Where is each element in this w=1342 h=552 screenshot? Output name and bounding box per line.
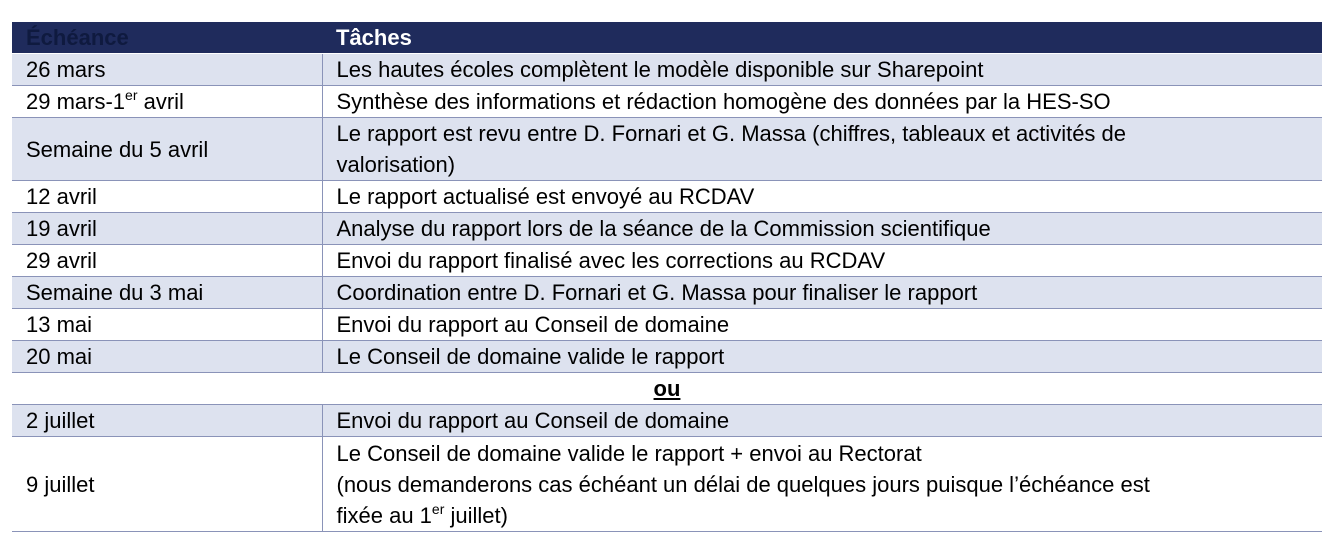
task-cell: Analyse du rapport lors de la séance de la Commission scientifique — [322, 213, 1322, 245]
header-task: Tâches — [322, 22, 1322, 54]
date-cell: 9 juillet — [12, 437, 322, 532]
date-cell: 13 mai — [12, 309, 322, 341]
date-cell: 20 mai — [12, 341, 322, 373]
separator-label: ou — [12, 373, 1322, 405]
header-date: Échéance — [12, 22, 322, 54]
task-cell — [322, 437, 1322, 532]
task-cell: Les hautes écoles complètent le modèle disponible sur Sharepoint — [322, 54, 1322, 86]
table-header-row — [12, 22, 1322, 54]
date-cell: 12 avril — [12, 181, 322, 213]
date-cell: Semaine du 3 mai — [12, 277, 322, 309]
task-line: (nous demanderons cas échéant un délai de quelques jours puisque l’échéance est — [336, 471, 1150, 497]
date-text: 29 mars-1 — [26, 89, 126, 114]
table-row — [12, 405, 1322, 437]
date-cell: 19 avril — [12, 213, 322, 245]
task-line: Le rapport est revu entre D. Fornari et G. Massa (chiffres, tableaux et activités de — [336, 121, 1127, 146]
schedule-table — [12, 22, 1322, 532]
table-row — [12, 118, 1322, 181]
task-cell: Envoi du rapport au Conseil de domaine — [322, 309, 1322, 341]
date-cell: Semaine du 5 avril — [12, 118, 322, 181]
task-text-suffix: juillet) — [444, 502, 508, 528]
task-cell: Le rapport actualisé est envoyé au RCDAV — [322, 181, 1322, 213]
separator-row — [12, 373, 1322, 405]
task-cell: Le Conseil de domaine valide le rapport — [322, 341, 1322, 373]
table-row — [12, 309, 1322, 341]
task-line: Le Conseil de domaine valide le rapport + envoi au Rectorat — [336, 440, 922, 466]
table-row — [12, 437, 1322, 532]
table-row — [12, 213, 1322, 245]
date-cell: 29 avril — [12, 245, 322, 277]
date-cell: 26 mars — [12, 54, 322, 86]
ordinal-superscript: er — [431, 500, 445, 517]
task-text: fixée au 1 — [336, 502, 432, 528]
task-cell: Coordination entre D. Fornari et G. Massa pour finaliser le rapport — [322, 277, 1322, 309]
table-row — [12, 86, 1322, 118]
task-cell — [322, 118, 1322, 181]
table-row — [12, 181, 1322, 213]
task-line — [337, 500, 1315, 531]
task-cell: Envoi du rapport au Conseil de domaine — [322, 405, 1322, 437]
table-row — [12, 341, 1322, 373]
table-row — [12, 54, 1322, 86]
date-cell: 2 juillet — [12, 405, 322, 437]
date-text-suffix: avril — [137, 89, 184, 114]
task-line: valorisation) — [336, 152, 456, 177]
date-cell — [12, 86, 322, 118]
task-cell: Synthèse des informations et rédaction homogène des données par la HES-SO — [322, 86, 1322, 118]
ordinal-superscript: er — [125, 87, 138, 103]
task-cell: Envoi du rapport finalisé avec les corrections au RCDAV — [322, 245, 1322, 277]
table-row — [12, 245, 1322, 277]
table-row — [12, 277, 1322, 309]
